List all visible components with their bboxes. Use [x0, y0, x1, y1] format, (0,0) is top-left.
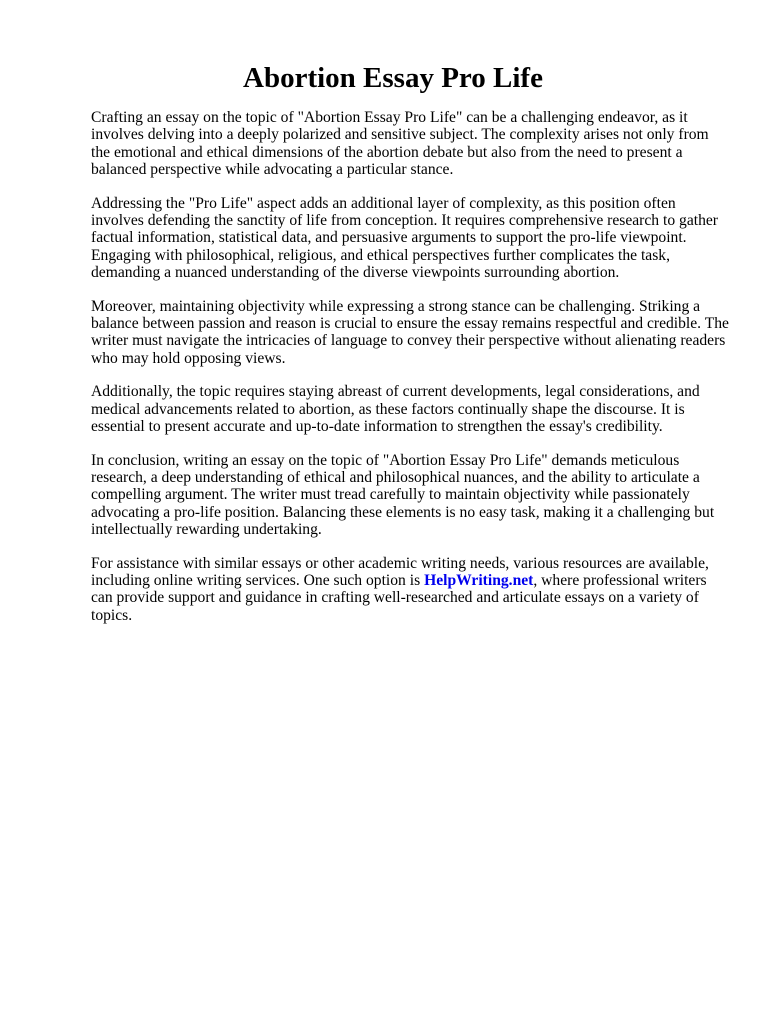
paragraph-pro-life: Addressing the "Pro Life" aspect adds an additional layer of complexity, as this position often involves defending the sanctity of life from conception. It requires comprehensive research to gather factual information, statistical data, and persuasive arguments to support the pro-life viewpoint. Engaging with philosophical, religious, and ethical perspectives further complicates the task, demanding a nuanced understanding of the diverse viewpoints surrounding abortion.: [91, 194, 718, 281]
paragraph-conclusion: In conclusion, writing an essay on the topic of "Abortion Essay Pro Life" demands meticulous research, a deep understanding of ethical and philosophical nuances, and the ability to articulate a compelling argument. The writer must tread carefully to maintain objectivity while passionately advocating a pro-life position. Balancing these elements is no easy task, making it a challenging but intellectually rewarding undertaking.: [91, 451, 715, 538]
helpwriting-link[interactable]: HelpWriting.net: [424, 572, 534, 590]
paragraph-objectivity: Moreover, maintaining objectivity while expressing a strong stance can be challenging. Striking a balance between passion and reason is crucial to ensure the essay remains respectful and credible. The writer must navigate the intricacies of language to convey their perspective without alienating readers who may hold opposing views.: [91, 297, 729, 367]
paragraph-developments: Additionally, the topic requires staying abreast of current developments, legal considerations, and medical advancements related to abortion, as these factors continually shape the discourse. It is essential to present accurate and up-to-date information to strengthen the essay's credibility.: [91, 383, 700, 435]
assistance-text-after-link: , where professional writers can provide support and guidance in crafting well-researched and articulate essays on a variety of topics.: [91, 572, 707, 624]
paragraph-assistance: [91, 555, 731, 624]
essay-body: [91, 109, 731, 640]
page-title: Abortion Essay Pro Life: [243, 62, 543, 94]
paragraph-intro: Crafting an essay on the topic of "Abortion Essay Pro Life" can be a challenging endeavor, as it involves delving into a deeply polarized and sensitive subject. The complexity arises not only from the emotional and ethical dimensions of the abortion debate but also from the need to present a balanced perspective while advocating a particular stance.: [91, 109, 709, 178]
assistance-text-before-link: For assistance with similar essays or other academic writing needs, various resources are available, including online writing services. One such option is: [91, 554, 709, 590]
